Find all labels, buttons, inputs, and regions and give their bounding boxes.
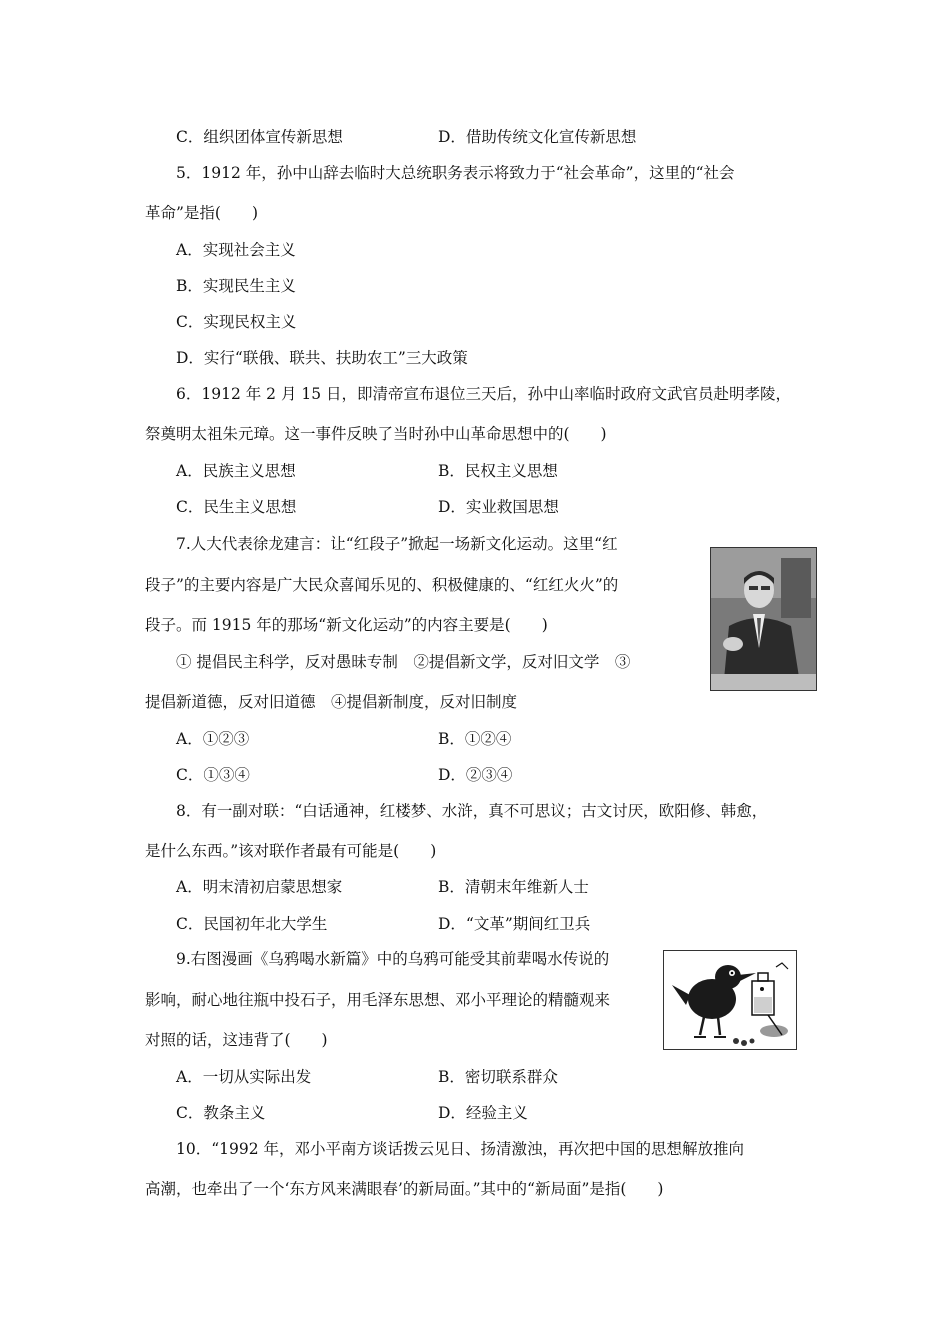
q7-option-b: B．①②④ — [438, 730, 512, 748]
q9-stem-line2: 影响，耐心地往瓶中投石子，用毛泽东思想、邓小平理论的精髓观来 — [145, 991, 611, 1009]
q5-option-b: B．实现民生主义 — [176, 277, 296, 295]
crow-cartoon — [663, 950, 797, 1050]
q8-stem-line2: 是什么东西。”该对联作者最有可能是( ) — [145, 842, 437, 860]
q6-option-b: B．民权主义思想 — [438, 462, 558, 480]
q6-stem-line1: 6．1912 年 2 月 15 日，即清帝宣布退位三天后，孙中山率临时政府文武官员赴明孝陵， — [176, 385, 792, 403]
q8-stem-line1: 8．有一副对联：“白话通神，红楼梦、水浒，真不可思议；古文讨厌，欧阳修、韩愈， — [176, 802, 768, 820]
crow-bottle-illustration — [664, 951, 796, 1049]
q7-option-a: A．①②③ — [176, 730, 250, 748]
q7-option-d: D．②③④ — [438, 766, 513, 784]
q6-option-c: C．民生主义思想 — [176, 498, 297, 516]
q5-option-d: D．实行“联俄、联共、扶助农工”三大政策 — [176, 349, 468, 367]
portrait-illustration — [711, 548, 816, 690]
q5-stem-line1: 5．1912 年，孙中山辞去临时大总统职务表示将致力于“社会革命”，这里的“社会 — [176, 164, 735, 182]
q6-option-a: A．民族主义思想 — [176, 462, 296, 480]
q4-option-c: C．组织团体宣传新思想 — [176, 128, 343, 146]
q9-stem-line1: 9.右图漫画《乌鸦喝水新篇》中的乌鸦可能受其前辈喝水传说的 — [176, 950, 610, 968]
q9-option-c: C．教条主义 — [176, 1104, 266, 1122]
portrait-photo — [710, 547, 817, 691]
q7-option-c: C．①③④ — [176, 766, 250, 784]
q5-stem-line2: 革命”是指( ) — [145, 204, 259, 222]
q10-stem-line2: 高潮，也牵出了一个‘东方风来满眼春’的新局面。”其中的“新局面”是指( ) — [145, 1180, 664, 1198]
q7-stem-line3: 段子。而 1915 年的那场“新文化运动”的内容主要是( ) — [145, 616, 548, 634]
q5-option-a: A．实现社会主义 — [176, 241, 296, 259]
q5-option-c: C．实现民权主义 — [176, 313, 297, 331]
q7-stem-line4: ① 提倡民主科学，反对愚昧专制 ②提倡新文学，反对旧文学 ③ — [176, 653, 631, 671]
q8-option-d: D．“文革”期间红卫兵 — [438, 915, 591, 933]
q9-option-a: A．一切从实际出发 — [176, 1068, 312, 1086]
q9-stem-line3: 对照的话，这违背了( ) — [145, 1031, 328, 1049]
q8-option-a: A．明末清初启蒙思想家 — [176, 878, 343, 896]
q6-stem-line2: 祭奠明太祖朱元璋。这一事件反映了当时孙中山革命思想中的( ) — [145, 425, 607, 443]
q4-option-d: D．借助传统文化宣传新思想 — [438, 128, 637, 146]
q8-option-c: C．民国初年北大学生 — [176, 915, 328, 933]
q7-stem-line5: 提倡新道德，反对旧道德 ④提倡新制度，反对旧制度 — [145, 693, 518, 711]
q7-stem-line1: 7.人大代表徐龙建言：让“红段子”掀起一场新文化运动。这里“红 — [176, 535, 618, 553]
q9-option-b: B．密切联系群众 — [438, 1068, 558, 1086]
q10-stem-line1: 10．“1992 年，邓小平南方谈话拨云见日、扬清激浊，再次把中国的思想解放推向 — [176, 1140, 745, 1158]
q7-stem-line2: 段子”的主要内容是广大民众喜闻乐见的、积极健康的、“红红火火”的 — [145, 576, 619, 594]
q9-option-d: D．经验主义 — [438, 1104, 528, 1122]
q8-option-b: B．清朝末年维新人士 — [438, 878, 589, 896]
q6-option-d: D．实业救国思想 — [438, 498, 559, 516]
